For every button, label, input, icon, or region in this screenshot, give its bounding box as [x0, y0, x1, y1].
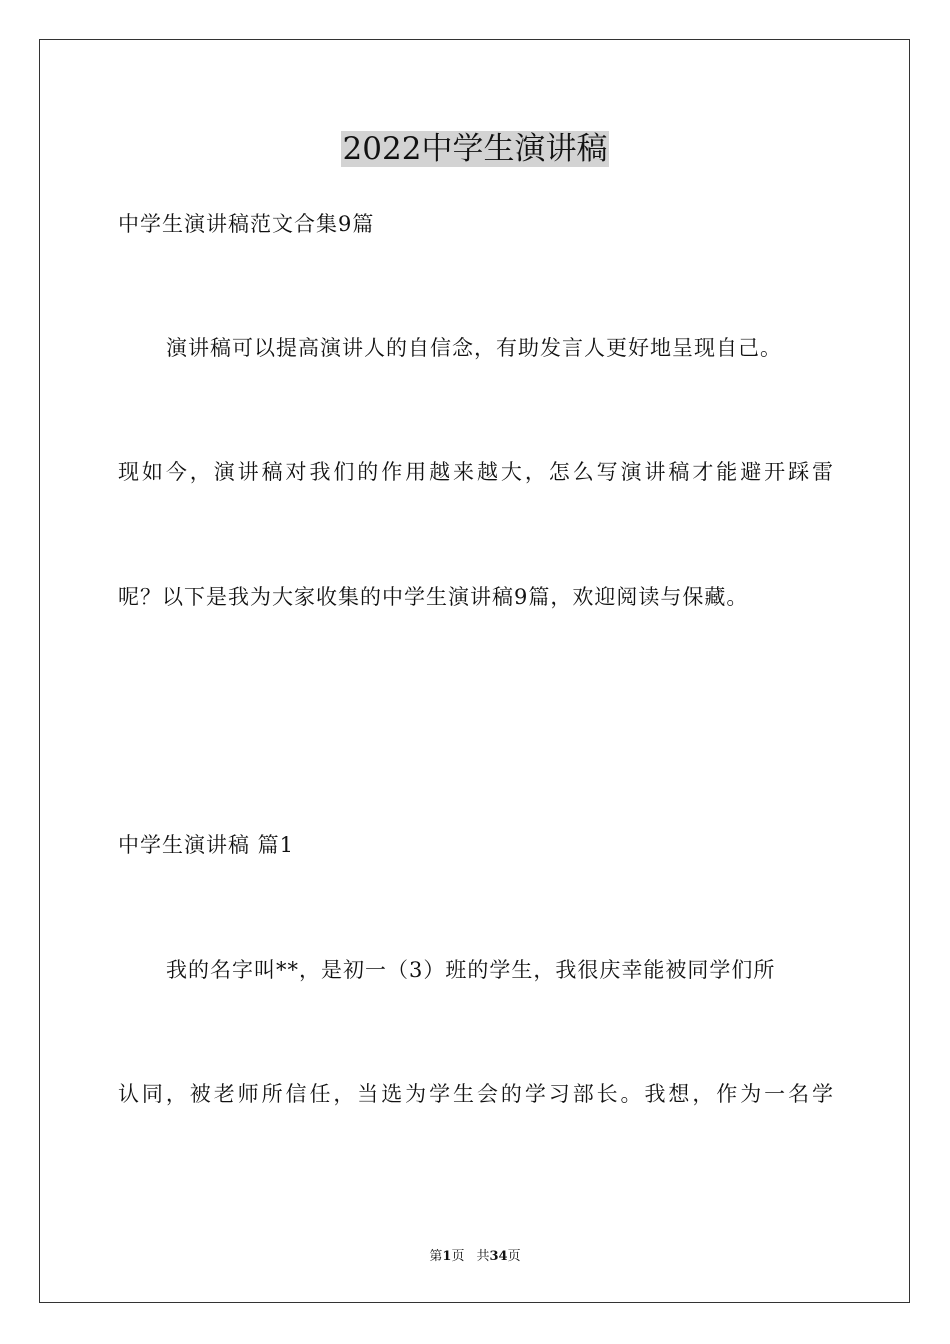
- intro-line-2: 现如今，演讲稿对我们的作用越来越大，怎么写演讲稿才能避开踩雷: [118, 460, 833, 484]
- page-footer: [0, 1248, 950, 1266]
- document-title: [0, 127, 950, 171]
- footer-page-prefix: 第: [429, 1249, 443, 1264]
- footer-page-suffix: 页: [451, 1249, 465, 1264]
- intro-line-1: 演讲稿可以提高演讲人的自信念，有助发言人更好地呈现自己。: [166, 336, 782, 360]
- document-subtitle: 中学生演讲稿范文合集9篇: [118, 212, 375, 236]
- section-line-2: 认同，被老师所信任，当选为学生会的学习部长。我想，作为一名学: [118, 1082, 833, 1106]
- intro-line-3: 呢？以下是我为大家收集的中学生演讲稿9篇，欢迎阅读与保藏。: [118, 585, 749, 609]
- footer-total-pages: 34: [489, 1249, 508, 1264]
- footer-page-number: 1: [442, 1249, 452, 1264]
- section-heading: 中学生演讲稿 篇1: [118, 833, 295, 857]
- section-line-1: 我的名字叫**，是初一（3）班的学生，我很庆幸能被同学们所: [166, 958, 776, 982]
- document-title-text: 2022中学生演讲稿: [342, 131, 608, 167]
- footer-total-suffix: 页: [507, 1249, 521, 1264]
- footer-total-prefix: 共: [476, 1249, 490, 1264]
